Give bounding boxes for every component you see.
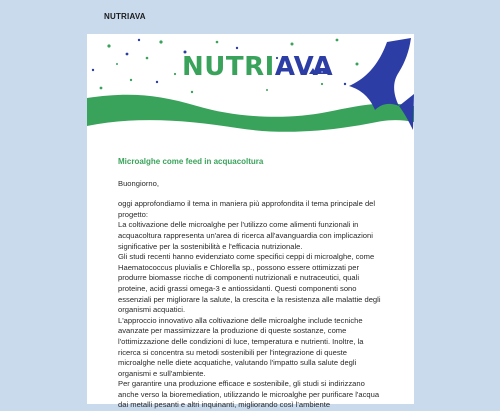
email-subject: Microalghe come feed in acquacoltura <box>118 157 264 166</box>
logo-part-nutri: NUTRI <box>182 52 275 82</box>
email-body-card <box>87 34 414 410</box>
brand-logo <box>182 52 333 82</box>
paragraph: L'approccio innovativo alla coltivazione delle microalghe include tecniche avanzate per massimizzare la produzione di queste sostanze, come l'ottimizzazione delle condizioni di luce, temperatura e nutrienti. Inoltre, la ricerca si concentra su metodi sostenibili per l'integrazione di queste microalghe nelle diete acquatiche, valutando l'impatto sulla salute degli organismi e sull'ambiente. <box>118 315 364 378</box>
paragraph: La coltivazione delle microalghe per l'utilizzo come alimenti funzionali in acquacoltura rappresenta un'area di ricerca all'avanguardia con implicazioni significative per la sostenibilità e l'efficacia nutrizionale. <box>118 220 373 251</box>
paragraph: Gli studi recenti hanno evidenziato come specifici ceppi di microalghe, come Haematococcus pluvialis e Chlorella sp., possono essere ottimizzati per produrre biomasse ricche di componenti nutrizionali e nutraceutici, quali proteine, acidi grassi omega-3 e antiossidanti. Questi componenti sono essenziali per migliorare la salute, la crescita e la resistenza alle malattie degli organismi acquatici. <box>118 252 381 315</box>
paragraph: Per garantire una produzione efficace e sostenibile, gli studi si indirizzano anche verso la bioremediation, utilizzando le microalghe per purificare l'acqua dai metalli pesanti e altri inquinanti, migliorando così l'ambiente <box>118 379 380 410</box>
sender-name[interactable]: NUTRIAVA <box>104 12 146 21</box>
email-header <box>0 0 500 34</box>
greeting: Buongiorno, <box>118 178 159 188</box>
logo-part-ava: AVA <box>274 52 334 82</box>
newsletter-banner <box>87 34 414 146</box>
email-content <box>118 157 386 411</box>
paragraph: oggi approfondiamo il tema in maniera più approfondita il tema principale del progetto: <box>118 199 376 219</box>
banner-graphic <box>87 34 414 146</box>
